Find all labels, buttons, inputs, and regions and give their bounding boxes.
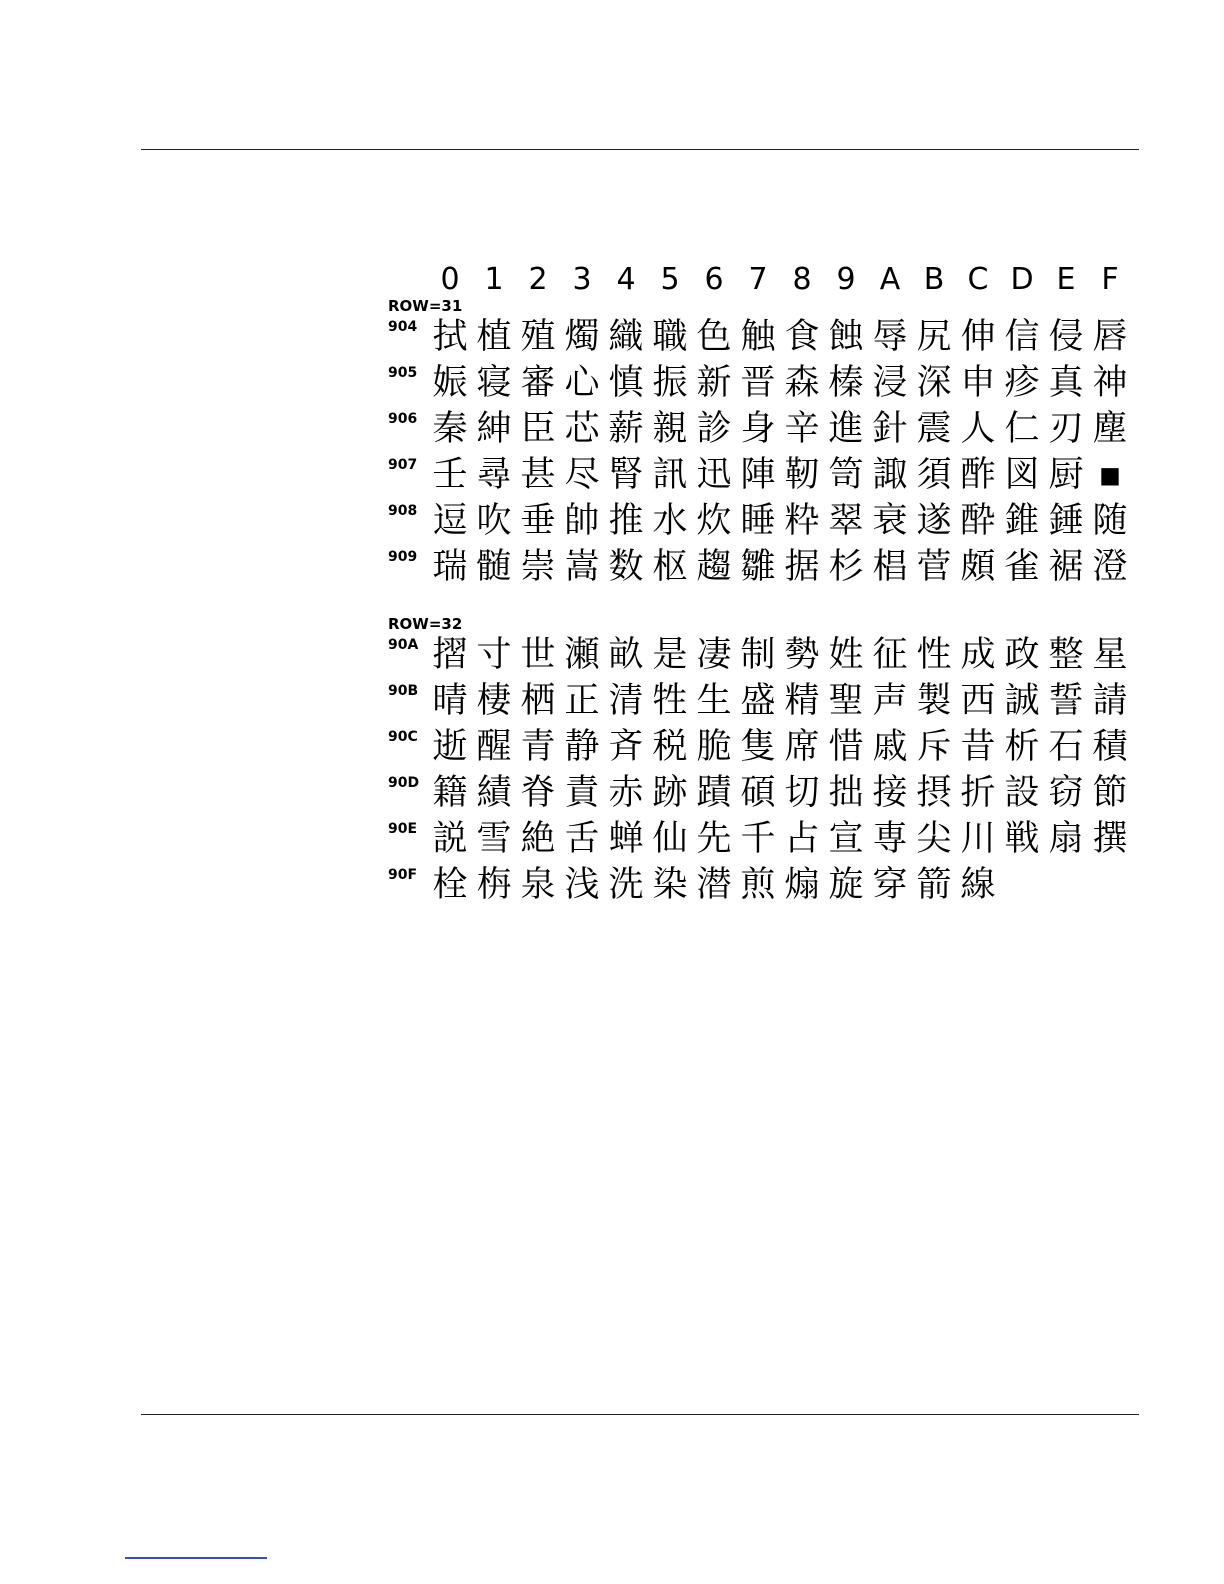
kanji-glyph: 潜 [696,865,732,905]
kanji-glyph: 精 [784,681,820,721]
kanji-glyph: 青 [520,727,556,767]
kanji-glyph: 厨 [1048,455,1084,495]
kanji-glyph: 績 [476,773,512,813]
kanji-glyph: 芯 [564,409,600,449]
kanji-glyph: 是 [652,635,688,675]
kanji-glyph: 逗 [432,501,468,541]
row-code: 90B [388,683,419,699]
kanji-glyph: 仙 [652,819,688,859]
kanji-code-table [388,262,1148,908]
kanji-glyph: 宣 [828,819,864,859]
kanji-glyph: 脆 [696,727,732,767]
kanji-glyph: 聖 [828,681,864,721]
kanji-glyph: 秦 [432,409,468,449]
kanji-glyph: 蝉 [608,819,644,859]
kanji-glyph: 拭 [432,317,468,357]
kanji-glyph: 西 [960,681,996,721]
row-group-label: ROW=32 [388,615,463,633]
kanji-glyph: 据 [784,547,820,587]
code-row [388,770,1148,816]
kanji-glyph: 税 [652,727,688,767]
kanji-glyph: 燭 [564,317,600,357]
kanji-glyph: 帥 [564,501,600,541]
kanji-glyph: 寝 [476,363,512,403]
kanji-glyph: 瀬 [564,635,600,675]
kanji-glyph: 先 [696,819,732,859]
kanji-glyph: 諏 [872,455,908,495]
footer-rule [141,1414,1139,1415]
kanji-glyph: 織 [608,317,644,357]
kanji-glyph: 洗 [608,865,644,905]
kanji-glyph: 泉 [520,865,556,905]
row-group [388,298,1148,590]
kanji-glyph: 昔 [960,727,996,767]
kanji-glyph: 寸 [476,635,512,675]
kanji-glyph: 陣 [740,455,776,495]
kanji-glyph: 雪 [476,819,512,859]
column-header-4: 4 [616,262,636,297]
kanji-glyph: 親 [652,409,688,449]
column-header-7: 7 [748,262,768,297]
kanji-glyph: 髄 [476,547,512,587]
kanji-glyph: 辛 [784,409,820,449]
kanji-glyph: 粋 [784,501,820,541]
kanji-glyph: 惜 [828,727,864,767]
kanji-glyph: 審 [520,363,556,403]
kanji-glyph: 正 [564,681,600,721]
code-row [388,678,1148,724]
kanji-glyph: 扇 [1048,819,1084,859]
kanji-glyph: 線 [960,865,996,905]
row-code: 905 [388,365,418,381]
kanji-glyph: 絶 [520,819,556,859]
kanji-glyph: 垂 [520,501,556,541]
column-header-b: B [923,262,945,297]
kanji-glyph: 折 [960,773,996,813]
kanji-glyph: 翠 [828,501,864,541]
kanji-glyph: 崇 [520,547,556,587]
kanji-glyph: 醒 [476,727,512,767]
kanji-glyph: 申 [960,363,996,403]
row-code: 906 [388,411,418,427]
kanji-glyph: 煎 [740,865,776,905]
kanji-glyph: 辱 [872,317,908,357]
kanji-glyph: 戦 [1004,819,1040,859]
kanji-glyph: 須 [916,455,952,495]
kanji-glyph: 盛 [740,681,776,721]
kanji-glyph: 栴 [476,865,512,905]
column-header-1: 1 [484,262,504,297]
kanji-glyph: 壬 [432,455,468,495]
kanji-glyph: 推 [608,501,644,541]
kanji-glyph: 尋 [476,455,512,495]
row-code: 909 [388,549,418,565]
kanji-glyph: 浅 [564,865,600,905]
kanji-glyph: 星 [1092,635,1128,675]
kanji-glyph: 牲 [652,681,688,721]
kanji-glyph: 切 [784,773,820,813]
kanji-glyph: 尖 [916,819,952,859]
kanji-glyph: 清 [608,681,644,721]
kanji-glyph: 成 [960,635,996,675]
row-code: 907 [388,457,418,473]
kanji-glyph: 晴 [432,681,468,721]
kanji-glyph: 旋 [828,865,864,905]
code-row [388,632,1148,678]
kanji-glyph: 蝕 [828,317,864,357]
kanji-glyph: 制 [740,635,776,675]
kanji-glyph: 衰 [872,501,908,541]
kanji-glyph: 脊 [520,773,556,813]
kanji-glyph: 請 [1092,681,1128,721]
kanji-glyph: 栓 [432,865,468,905]
kanji-glyph: 澄 [1092,547,1128,587]
kanji-glyph: 杉 [828,547,864,587]
kanji-glyph: 菅 [916,547,952,587]
kanji-glyph: 碩 [740,773,776,813]
footer-link-underline [125,1557,267,1559]
row-code: 90A [388,637,419,653]
kanji-glyph: 摂 [916,773,952,813]
kanji-glyph: 隻 [740,727,776,767]
kanji-glyph: 進 [828,409,864,449]
code-row [388,452,1148,498]
kanji-glyph: 震 [916,409,952,449]
kanji-glyph: 迅 [696,455,732,495]
kanji-glyph: 水 [652,501,688,541]
row-group [388,616,1148,908]
kanji-glyph: 伸 [960,317,996,357]
kanji-glyph: 酢 [960,455,996,495]
column-header-6: 6 [704,262,724,297]
kanji-glyph: 慎 [608,363,644,403]
kanji-glyph: 川 [960,819,996,859]
kanji-glyph: 炊 [696,501,732,541]
kanji-glyph: 静 [564,727,600,767]
kanji-glyph: 節 [1092,773,1128,813]
kanji-glyph: 政 [1004,635,1040,675]
kanji-glyph: 畝 [608,635,644,675]
kanji-glyph: 蹟 [696,773,732,813]
kanji-glyph: 甚 [520,455,556,495]
kanji-glyph: 森 [784,363,820,403]
kanji-glyph: 錘 [1048,501,1084,541]
kanji-glyph: 摺 [432,635,468,675]
kanji-glyph: 睡 [740,501,776,541]
kanji-glyph: 析 [1004,727,1040,767]
kanji-glyph: 斥 [916,727,952,767]
kanji-glyph: 雛 [740,547,776,587]
kanji-glyph: 針 [872,409,908,449]
kanji-glyph: 拙 [828,773,864,813]
kanji-glyph: 声 [872,681,908,721]
kanji-glyph: 染 [652,865,688,905]
kanji-glyph: 腎 [608,455,644,495]
code-row [388,498,1148,544]
kanji-glyph: 赤 [608,773,644,813]
kanji-glyph: 占 [784,819,820,859]
kanji-glyph: 籍 [432,773,468,813]
kanji-glyph: 雀 [1004,547,1040,587]
kanji-glyph: 裾 [1048,547,1084,587]
kanji-glyph: 晋 [740,363,776,403]
column-header-5: 5 [660,262,680,297]
kanji-glyph: 人 [960,409,996,449]
column-header-3: 3 [572,262,592,297]
row-code: 904 [388,319,418,335]
column-header-e: E [1056,262,1076,297]
kanji-glyph: 尽 [564,455,600,495]
kanji-glyph: 席 [784,727,820,767]
kanji-glyph: 千 [740,819,776,859]
kanji-glyph: 診 [696,409,732,449]
kanji-glyph: 浸 [872,363,908,403]
kanji-glyph: 植 [476,317,512,357]
kanji-glyph: 新 [696,363,732,403]
code-row [388,544,1148,590]
kanji-glyph: 吹 [476,501,512,541]
kanji-glyph: 心 [564,363,600,403]
kanji-glyph: 設 [1004,773,1040,813]
kanji-glyph: 深 [916,363,952,403]
row-code: 90F [388,867,418,883]
column-header-8: 8 [792,262,812,297]
kanji-glyph: 棲 [476,681,512,721]
kanji-glyph: 色 [696,317,732,357]
row-code: 908 [388,503,418,519]
kanji-glyph: 誓 [1048,681,1084,721]
kanji-glyph: 世 [520,635,556,675]
kanji-glyph: 唇 [1092,317,1128,357]
kanji-glyph: 誠 [1004,681,1040,721]
column-header-c: C [967,262,989,297]
kanji-glyph: 信 [1004,317,1040,357]
kanji-glyph: 図 [1004,455,1040,495]
code-row [388,862,1148,908]
column-header-9: 9 [836,262,856,297]
kanji-glyph: 煽 [784,865,820,905]
kanji-glyph: 食 [784,317,820,357]
column-header-2: 2 [528,262,548,297]
kanji-glyph: 訊 [652,455,688,495]
kanji-glyph: 榛 [828,363,864,403]
kanji-glyph: 責 [564,773,600,813]
kanji-glyph: 勢 [784,635,820,675]
kanji-glyph: 靭 [784,455,820,495]
kanji-glyph: 専 [872,819,908,859]
kanji-glyph: 生 [696,681,732,721]
row-code: 90D [388,775,420,791]
kanji-glyph: 製 [916,681,952,721]
header-rule [141,149,1139,150]
kanji-glyph: 仁 [1004,409,1040,449]
kanji-glyph: 振 [652,363,688,403]
kanji-glyph: 整 [1048,635,1084,675]
kanji-glyph: 瑞 [432,547,468,587]
kanji-glyph: 笥 [828,455,864,495]
kanji-glyph: 職 [652,317,688,357]
kanji-glyph: ▪ [1098,455,1122,495]
code-row [388,724,1148,770]
kanji-glyph: 積 [1092,727,1128,767]
kanji-glyph: 殖 [520,317,556,357]
kanji-glyph: 酔 [960,501,996,541]
kanji-glyph: 薪 [608,409,644,449]
kanji-glyph: 斉 [608,727,644,767]
row-group-label: ROW=31 [388,297,463,315]
kanji-glyph: 紳 [476,409,512,449]
code-row [388,360,1148,406]
kanji-glyph: 娠 [432,363,468,403]
kanji-glyph: 接 [872,773,908,813]
kanji-glyph: 戚 [872,727,908,767]
kanji-glyph: 尻 [916,317,952,357]
kanji-glyph: 姓 [828,635,864,675]
column-header-f: F [1101,262,1119,297]
kanji-glyph: 窃 [1048,773,1084,813]
kanji-glyph: 撰 [1092,819,1128,859]
kanji-glyph: 枢 [652,547,688,587]
kanji-glyph: 数 [608,547,644,587]
kanji-glyph: 真 [1048,363,1084,403]
row-code: 90E [388,821,418,837]
kanji-glyph: 神 [1092,363,1128,403]
kanji-glyph: 栖 [520,681,556,721]
row-code: 90C [388,729,418,745]
kanji-glyph: 箭 [916,865,952,905]
column-header-row [428,262,1148,298]
kanji-glyph: 臣 [520,409,556,449]
kanji-glyph: 塵 [1092,409,1128,449]
kanji-glyph: 頗 [960,547,996,587]
column-header-d: D [1010,262,1034,297]
kanji-glyph: 舌 [564,819,600,859]
code-row [388,406,1148,452]
kanji-glyph: 椙 [872,547,908,587]
column-header-a: A [879,262,901,297]
kanji-glyph: 触 [740,317,776,357]
kanji-glyph: 趨 [696,547,732,587]
kanji-glyph: 征 [872,635,908,675]
kanji-glyph: 遂 [916,501,952,541]
kanji-glyph: 身 [740,409,776,449]
code-row [388,816,1148,862]
kanji-glyph: 石 [1048,727,1084,767]
kanji-glyph: 随 [1092,501,1128,541]
kanji-glyph: 凄 [696,635,732,675]
kanji-glyph: 嵩 [564,547,600,587]
kanji-glyph: 説 [432,819,468,859]
kanji-glyph: 侵 [1048,317,1084,357]
column-header-0: 0 [440,262,460,297]
kanji-glyph: 刃 [1048,409,1084,449]
kanji-glyph: 疹 [1004,363,1040,403]
kanji-glyph: 逝 [432,727,468,767]
row-groups [388,298,1148,908]
kanji-glyph: 錐 [1004,501,1040,541]
kanji-glyph: 性 [916,635,952,675]
kanji-glyph: 跡 [652,773,688,813]
code-row [388,314,1148,360]
kanji-glyph: 穿 [872,865,908,905]
